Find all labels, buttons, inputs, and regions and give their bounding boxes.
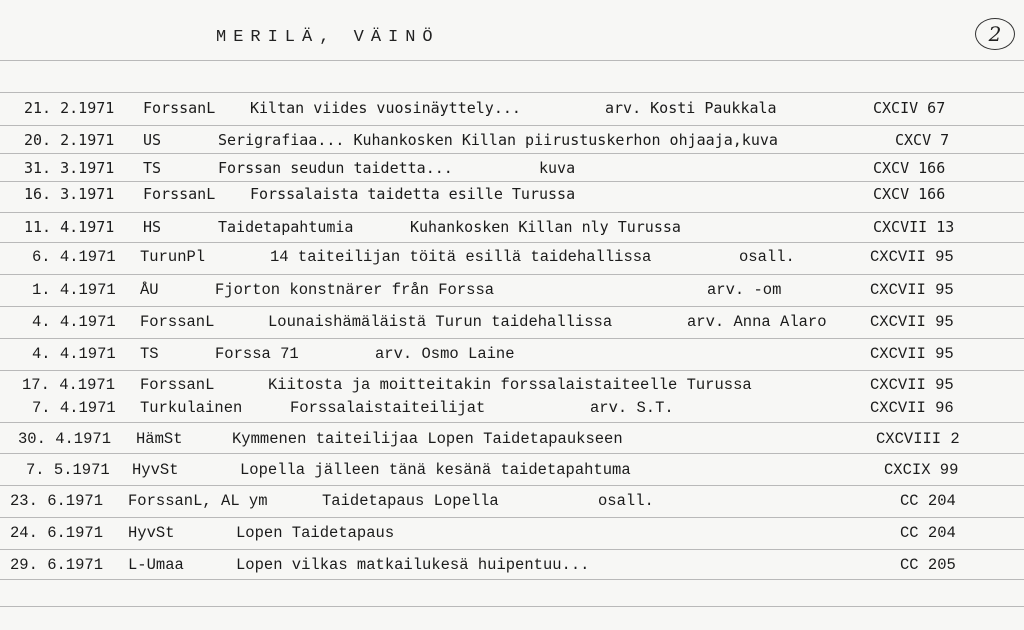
entry-title: 14 taiteilijan töitä esillä taidehallissa — [270, 248, 652, 266]
row-rule — [0, 306, 1024, 307]
entry-title: Kiltan viides vuosinäyttely... — [250, 99, 521, 117]
row-rule — [0, 274, 1024, 275]
row-rule — [0, 579, 1024, 580]
entry-ref: CC 204 — [900, 524, 956, 542]
entry-title: Serigrafiaa... Kuhankosken Killan piirustuskerhon ohjaaja,kuva — [218, 131, 778, 149]
entry-title: Taidetapaus Lopella — [322, 492, 499, 510]
entry-note: Kuhankosken Killan nly Turussa — [410, 218, 681, 236]
row-rule — [0, 242, 1024, 243]
entry-date: 23. 6.1971 — [10, 492, 104, 510]
entry-ref: CC 205 — [900, 556, 956, 574]
entry-date: 20. 2.1971 — [24, 131, 115, 149]
entry-ref: CXCIX 99 — [884, 461, 959, 479]
row-rule — [0, 92, 1024, 93]
entry-ref: CXCVII 95 — [870, 248, 954, 266]
entry-source: HS — [143, 218, 162, 236]
row-rule — [0, 485, 1024, 486]
entry-source: HyvSt — [132, 461, 179, 479]
row-rule — [0, 517, 1024, 518]
card-header-name: MERILÄ, VÄINÖ — [216, 28, 440, 47]
entry-note: arv. -om — [707, 281, 782, 299]
row-rule — [0, 181, 1024, 182]
entry-date: 29. 6.1971 — [10, 556, 104, 574]
entry-note: osall. — [598, 492, 654, 510]
row-rule — [0, 370, 1024, 371]
entry-title: Kiitosta ja moitteitakin forssalaistaiteelle Turussa — [268, 376, 752, 394]
entry-date: 30. 4.1971 — [18, 430, 112, 448]
entry-title: Lopen Taidetapaus — [236, 524, 395, 542]
entry-source: L-Umaa — [128, 556, 184, 574]
entry-date: 7. 5.1971 — [26, 461, 110, 479]
entry-ref: CXCVII 95 — [870, 281, 954, 299]
entry-source: ForssanL, AL ym — [128, 492, 268, 510]
entry-note: kuva — [539, 159, 576, 177]
entry-title: Taidetapahtumia — [218, 218, 354, 236]
entry-date: 21. 2.1971 — [24, 99, 115, 117]
entry-source: ForssanL — [140, 313, 215, 331]
entry-date: 11. 4.1971 — [24, 218, 115, 236]
entry-ref: CXCVIII 2 — [876, 430, 960, 448]
entry-title: Fjorton konstnärer från Forssa — [215, 281, 495, 299]
page-number-circle: 2 — [975, 18, 1015, 50]
entry-title: Forssan seudun taidetta... — [218, 159, 453, 177]
entry-note: arv. Osmo Laine — [375, 345, 515, 363]
entry-ref: CXCVII 95 — [870, 345, 954, 363]
entry-note: arv. Anna Alaro — [687, 313, 827, 331]
entry-source: US — [143, 131, 162, 149]
entry-title: Forssa 71 — [215, 345, 299, 363]
entry-source: TurunPl — [140, 248, 206, 266]
entry-source: ForssanL — [143, 99, 216, 117]
entry-date: 31. 3.1971 — [24, 159, 115, 177]
entry-date: 6. 4.1971 — [32, 248, 116, 266]
entry-source: TS — [143, 159, 162, 177]
row-rule — [0, 606, 1024, 607]
entry-note: arv. Kosti Paukkala — [605, 99, 777, 117]
entry-date: 4. 4.1971 — [32, 345, 116, 363]
entry-ref: CXCV 166 — [873, 159, 946, 177]
entry-source: HyvSt — [128, 524, 175, 542]
entry-ref: CC 204 — [900, 492, 956, 510]
entry-note: osall. — [739, 248, 795, 266]
entry-title: Forssalaista taidetta esille Turussa — [250, 185, 576, 203]
entry-title: Lopen vilkas matkailukesä huipentuu... — [236, 556, 590, 574]
entry-date: 1. 4.1971 — [32, 281, 116, 299]
header-rule — [0, 60, 1024, 61]
entry-title: Forssalaistaiteilijat — [290, 399, 486, 417]
row-rule — [0, 153, 1024, 154]
row-rule — [0, 212, 1024, 213]
entry-title: Lounaishämäläistä Turun taidehallissa — [268, 313, 613, 331]
entry-source: TS — [140, 345, 159, 363]
entry-ref: CXCV 166 — [873, 185, 946, 203]
entry-note: arv. S.T. — [590, 399, 674, 417]
entry-source: Turkulainen — [140, 399, 243, 417]
entry-date: 17. 4.1971 — [22, 376, 116, 394]
entry-date: 24. 6.1971 — [10, 524, 104, 542]
entry-source: HämSt — [136, 430, 183, 448]
entry-ref: CXCVII 95 — [870, 376, 954, 394]
row-rule — [0, 422, 1024, 423]
entry-source: ÅU — [140, 281, 159, 299]
entry-ref: CXCVII 95 — [870, 313, 954, 331]
row-rule — [0, 338, 1024, 339]
entry-source: ForssanL — [143, 185, 216, 203]
entry-date: 7. 4.1971 — [32, 399, 116, 417]
entry-source: ForssanL — [140, 376, 215, 394]
entry-ref: CXCVII 13 — [873, 218, 955, 236]
entry-title: Kymmenen taiteilijaa Lopen Taidetapaukseen — [232, 430, 623, 448]
row-rule — [0, 453, 1024, 454]
row-rule — [0, 549, 1024, 550]
entry-date: 16. 3.1971 — [24, 185, 115, 203]
entry-date: 4. 4.1971 — [32, 313, 116, 331]
entry-ref: CXCIV 67 — [873, 99, 946, 117]
entry-ref: CXCVII 96 — [870, 399, 954, 417]
row-rule — [0, 125, 1024, 126]
entry-ref: CXCV 7 — [895, 131, 950, 149]
entry-title: Lopella jälleen tänä kesänä taidetapahtuma — [240, 461, 631, 479]
